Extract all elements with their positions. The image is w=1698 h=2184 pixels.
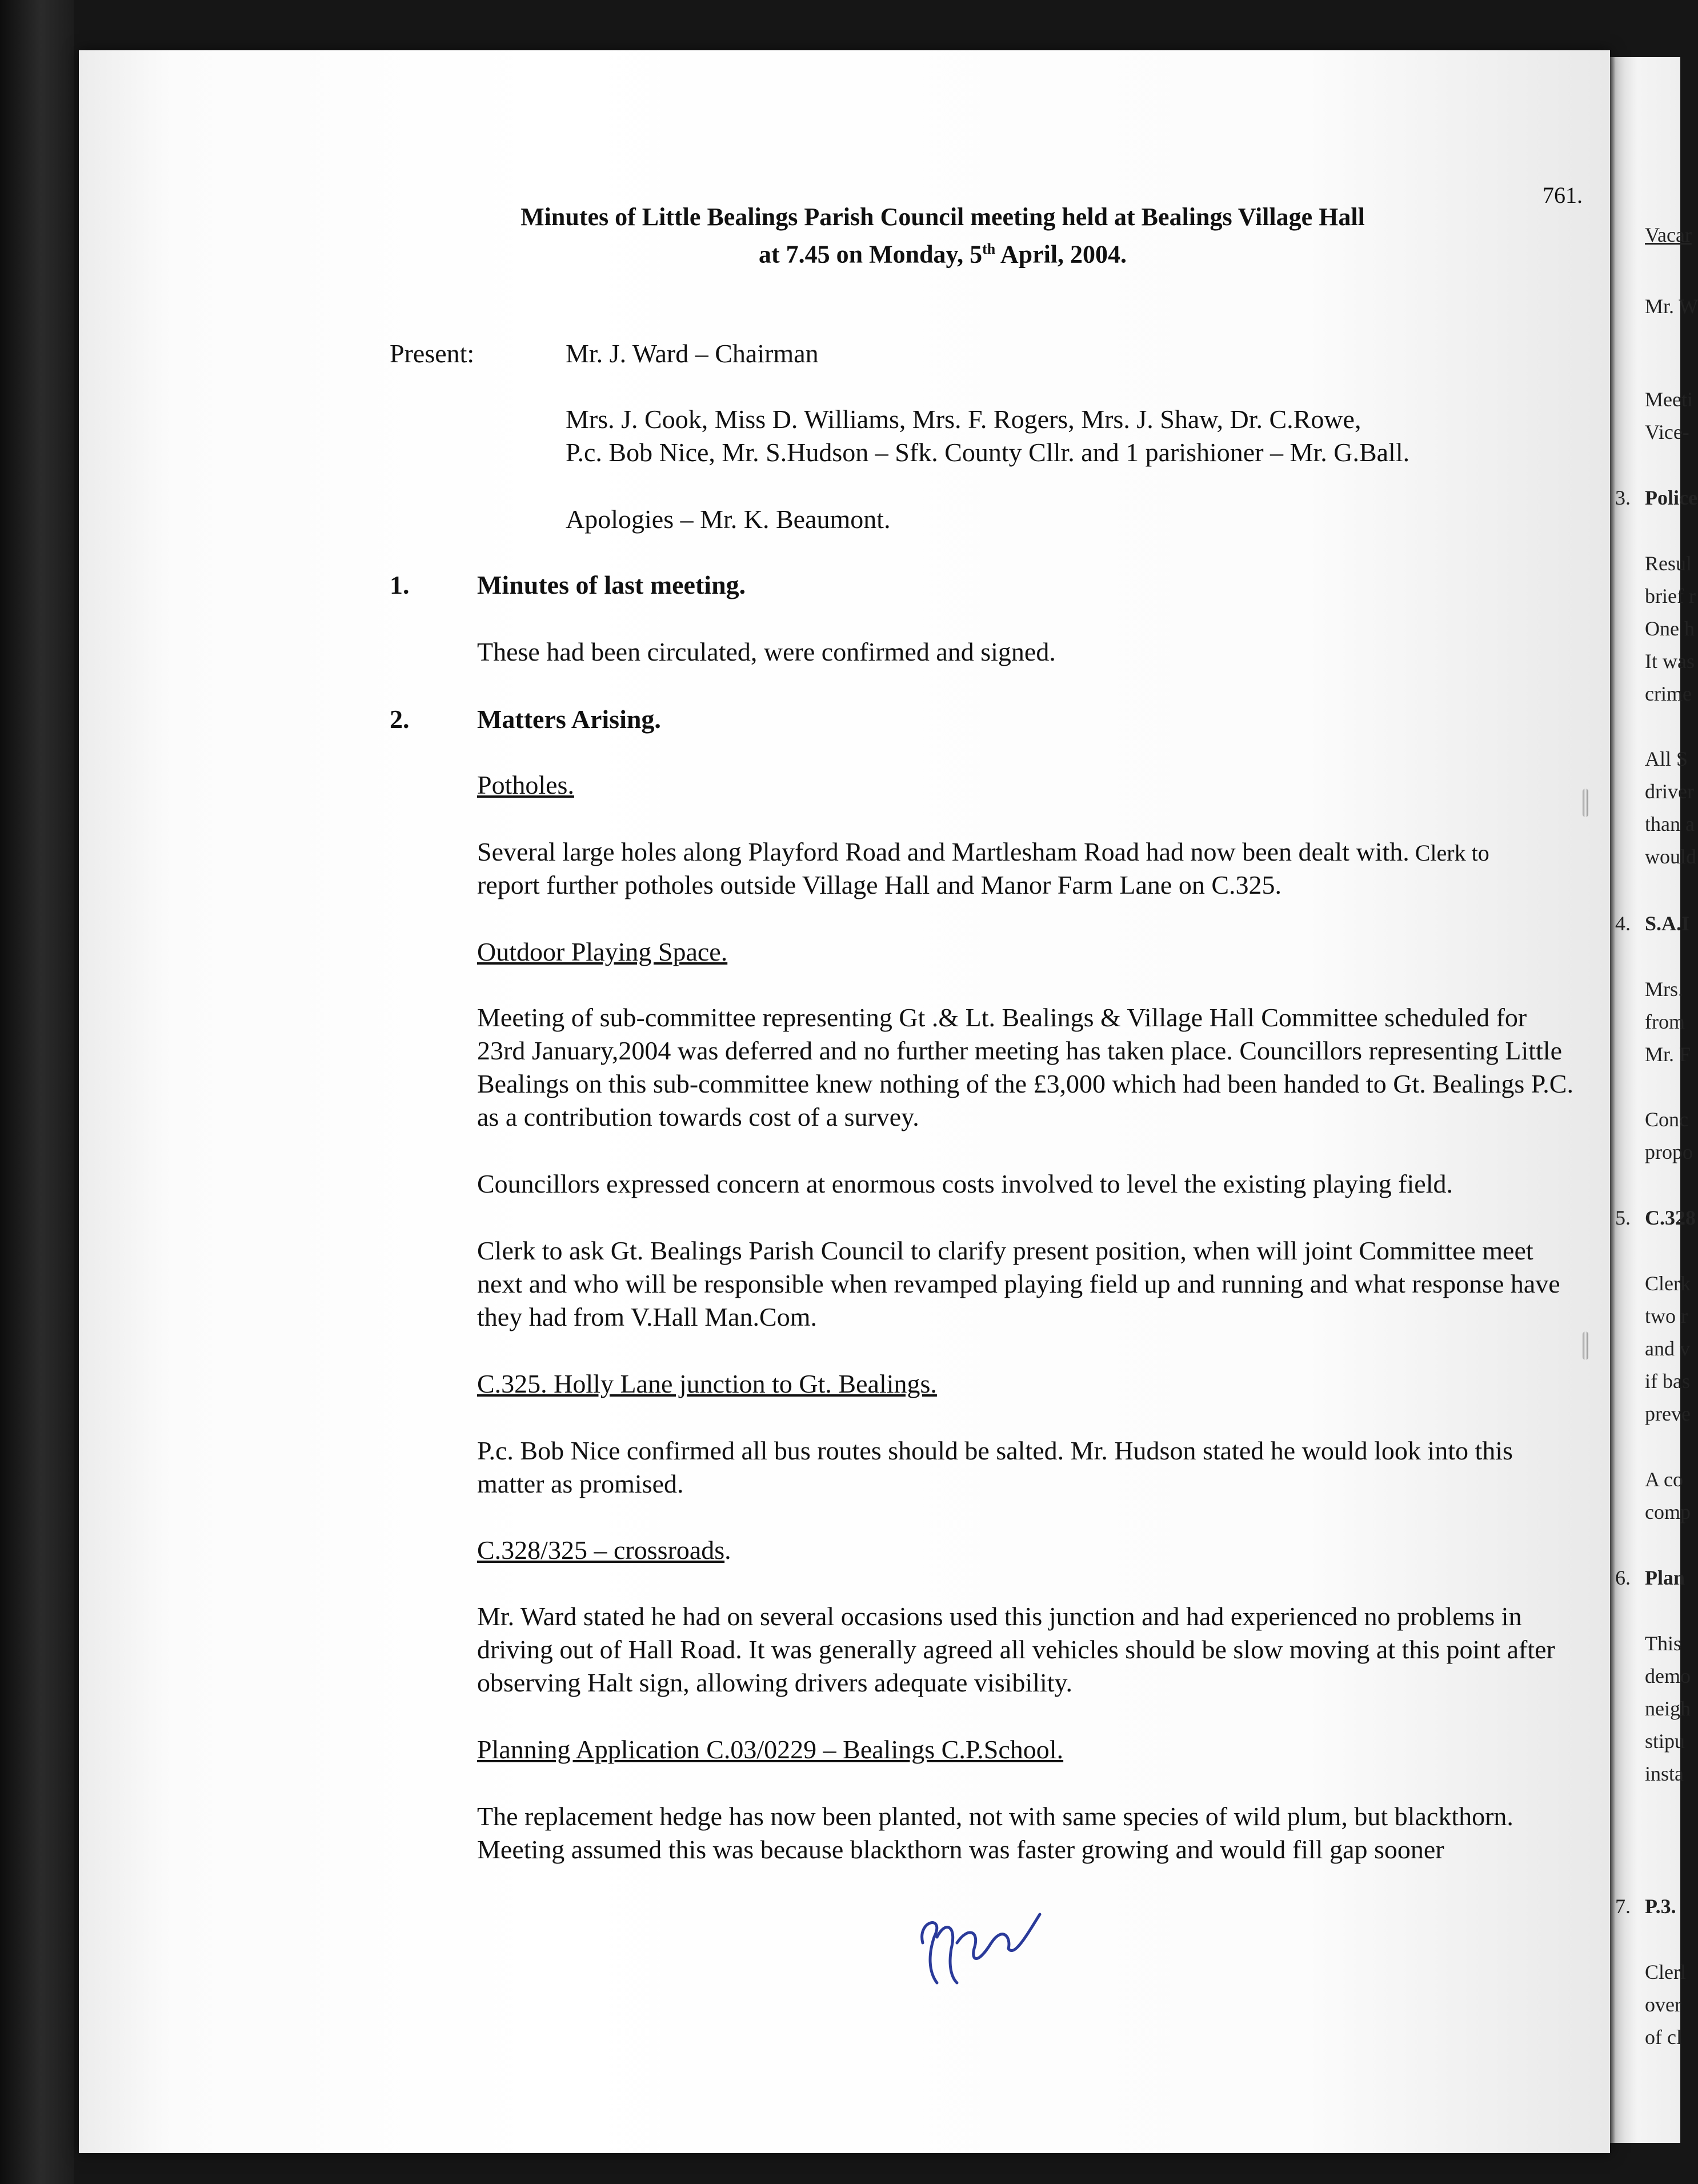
next-page-fragment: All S xyxy=(1645,747,1688,770)
next-page-fragment: neigh xyxy=(1645,1697,1691,1720)
next-page-fragment: It was xyxy=(1645,650,1695,673)
next-page-fragment: Meeti xyxy=(1645,388,1693,411)
next-page-fragment: if bas xyxy=(1645,1370,1690,1393)
next-page-fragment: Vice- xyxy=(1645,421,1689,443)
potholes-line-main: Several large holes along Playford Road and Martlesham Road had now been dealt with. xyxy=(477,837,1409,866)
staple xyxy=(1583,789,1588,817)
potholes-line-tail: Clerk to xyxy=(1409,840,1489,866)
next-page-fragment: crime xyxy=(1645,682,1692,705)
crossroads-heading-tail: . xyxy=(724,1535,731,1565)
next-page-fragment: S.A.I xyxy=(1645,912,1690,935)
item-heading-minutes: Minutes of last meeting. xyxy=(477,570,746,599)
next-page-fragment: Clerk xyxy=(1645,1272,1691,1295)
outdoor-paragraph-3: Clerk to ask Gt. Bealings Parish Council to clarify present position, when will joint Committee meet next and who will be responsible when revamped playing field up and running and what response have they had from V.Hall Man.Com. xyxy=(477,1236,1560,1331)
subheading-holly-lane: C.325. Holly Lane junction to Gt. Bealings. xyxy=(477,1369,937,1398)
next-page-fragment: driver xyxy=(1645,780,1694,803)
next-page-fragment: Mrs. xyxy=(1645,978,1684,1001)
next-page-fragment: 7. xyxy=(1615,1895,1631,1918)
next-page-fragment: and v xyxy=(1645,1337,1690,1360)
next-page-fragment: One h xyxy=(1645,617,1695,640)
title-date-suffix: th xyxy=(982,241,996,257)
next-page-fragment: brief r xyxy=(1645,585,1696,607)
planning-paragraph: The replacement hedge has now been planted, not with same species of wild plum, but blackthorn. Meeting assumed this was because blackthorn was faster growing and would fill gap sooner xyxy=(477,1802,1513,1864)
next-page-fragment: 6. xyxy=(1615,1566,1631,1589)
book-binding xyxy=(0,0,74,2184)
next-page-fragment: would xyxy=(1645,845,1696,868)
next-page-fragment: 4. xyxy=(1615,912,1631,935)
next-page-fragment: over xyxy=(1645,1993,1681,2016)
next-page-fragment: Resul xyxy=(1645,552,1692,575)
next-page-fragment: 5. xyxy=(1615,1206,1631,1229)
subheading-potholes: Potholes. xyxy=(477,770,574,799)
members-line-2: P.c. Bob Nice, Mr. S.Hudson – Sfk. County Cllr. and 1 parishioner – Mr. G.Ball. xyxy=(566,438,1410,467)
item-heading-matters-arising: Matters Arising. xyxy=(477,705,661,734)
subheading-crossroads xyxy=(477,1534,731,1567)
next-page-fragment: Clerl xyxy=(1645,1961,1686,1983)
next-page-edge xyxy=(1608,57,1698,2143)
item-number: 1. xyxy=(390,570,410,599)
subheading-outdoor-playing-space: Outdoor Playing Space. xyxy=(477,937,728,966)
next-page-fragment: C.328 xyxy=(1645,1206,1696,1229)
next-page-fragment: Plan xyxy=(1645,1566,1685,1589)
outdoor-paragraph-2: Councillors expressed concern at enormous costs involved to level the existing playing field. xyxy=(477,1169,1453,1198)
document-title xyxy=(400,201,1485,271)
next-page-fragment: insta xyxy=(1645,1762,1684,1785)
present-label: Present: xyxy=(390,339,475,368)
next-page-fragment: comp xyxy=(1645,1501,1691,1523)
next-page-fragment: Conc xyxy=(1645,1108,1688,1131)
next-page-fragment: Police xyxy=(1645,486,1697,509)
outdoor-paragraph-1: Meeting of sub-committee representing Gt .& Lt. Bealings & Village Hall Committee scheduled for 23rd January,2004 was deferred and no further meeting has taken place. Councillors representing Little Bealings on this sub-committee knew nothing of the £3,000 which had been handed to Gt. Bealings P.C. as a contribution towards cost of a survey. xyxy=(477,1003,1573,1131)
apologies: Apologies – Mr. K. Beaumont. xyxy=(566,505,891,534)
chairman: Mr. J. Ward – Chairman xyxy=(566,339,819,368)
handwritten-initials xyxy=(911,1903,1048,1989)
potholes-text-line-1 xyxy=(477,835,1489,870)
next-page-fragment: This xyxy=(1645,1632,1682,1655)
next-page-fragment: two r xyxy=(1645,1305,1688,1327)
next-page-fragment: from xyxy=(1645,1010,1685,1033)
next-page-fragment: 3. xyxy=(1615,486,1631,509)
subheading-planning-application: Planning Application C.03/0229 – Bealings C.P.School. xyxy=(477,1735,1064,1764)
crossroads-paragraph: Mr. Ward stated he had on several occasions used this junction and had experienced no problems in driving out of Hall Road. It was generally agreed all vehicles should be slow moving at this point after observing Halt sign, allowing drivers adequate visibility. xyxy=(477,1602,1555,1697)
next-page-fragment: of cl xyxy=(1645,2026,1682,2049)
holly-lane-paragraph: P.c. Bob Nice confirmed all bus routes should be salted. Mr. Hudson stated he would look into this matter as promised. xyxy=(477,1436,1513,1498)
next-page-fragment: A co xyxy=(1645,1468,1683,1491)
next-page-fragment: than a xyxy=(1645,813,1695,835)
next-page-fragment: Vacar xyxy=(1645,223,1692,246)
title-date-text: at 7.45 on Monday, 5 xyxy=(758,240,983,269)
next-page-fragment: preve xyxy=(1645,1402,1691,1425)
title-line-2 xyxy=(400,233,1485,271)
next-page-fragment: Mr. W xyxy=(1645,295,1698,318)
title-date-tail: April, 2004. xyxy=(995,240,1127,269)
members-line-1: Mrs. J. Cook, Miss D. Williams, Mrs. F. Rogers, Mrs. J. Shaw, Dr. C.Rowe, xyxy=(566,405,1361,434)
potholes-text-line-2: report further potholes outside Village Hall and Manor Farm Lane on C.325. xyxy=(477,870,1282,899)
item-number: 2. xyxy=(390,705,410,734)
crossroads-heading-text: C.328/325 – crossroads xyxy=(477,1535,725,1565)
next-page-fragment: P.3. xyxy=(1645,1895,1676,1918)
item-text-minutes: These had been circulated, were confirmed and signed. xyxy=(477,637,1056,666)
next-page-fragment: stipu xyxy=(1645,1730,1685,1753)
next-page-fragment: demo xyxy=(1645,1665,1691,1687)
next-page-fragment: propo xyxy=(1645,1141,1693,1163)
page-number: 761. xyxy=(1543,182,1583,208)
title-line-1: Minutes of Little Bealings Parish Council meeting held at Bealings Village Hall xyxy=(520,203,1365,231)
next-page-fragment: Mr. F xyxy=(1645,1043,1691,1066)
staple xyxy=(1583,1331,1588,1360)
